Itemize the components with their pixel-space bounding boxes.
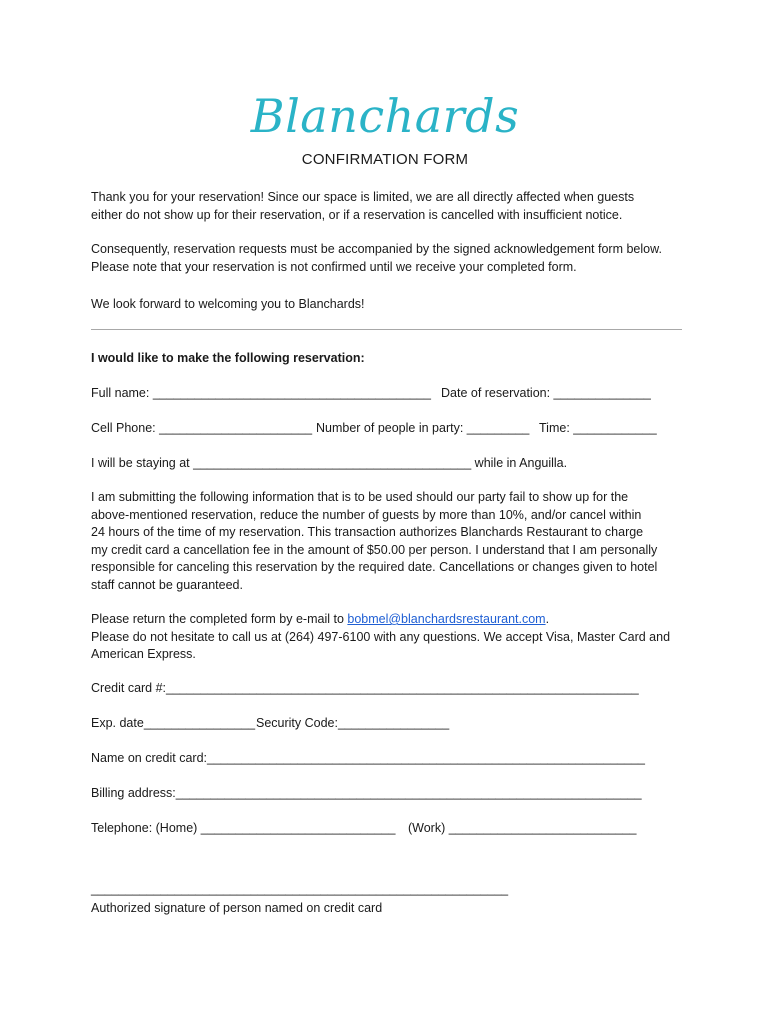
requirement-line: Consequently, reservation requests must be accompanied by the signed acknowledgement form below. [91, 242, 662, 256]
reservation-date-field[interactable]: Date of reservation: ______________ [441, 386, 651, 400]
policy-line: 24 hours of the time of my reservation. This transaction authorizes Blanchards Restaurant to charge [91, 525, 644, 539]
policy-line: my credit card a cancellation fee in the amount of $50.00 per person. I understand that I am personally [91, 542, 658, 557]
expiration-date-field[interactable]: Exp. date________________ [91, 716, 256, 730]
blanchards-logo: Blanchards [250, 89, 520, 143]
section-divider [91, 329, 682, 330]
policy-paragraph [91, 489, 691, 594]
staying-at-field[interactable]: I will be staying at ________________________________________ while in Anguilla. [91, 456, 568, 470]
return-prefix: Please return the completed form by e-mail to [91, 612, 348, 626]
full-name-field[interactable]: Full name: ________________________________________ [91, 386, 431, 400]
billing-address-field[interactable]: Billing address:___________________________________________________________________ [91, 786, 642, 800]
return-line [91, 611, 691, 629]
return-suffix: . [545, 612, 550, 626]
cell-phone-field[interactable]: Cell Phone: ______________________ [91, 421, 313, 435]
contact-paragraph [91, 611, 691, 664]
requirement-paragraph [91, 241, 691, 276]
call-line: Please do not hesitate to call us at (264) 497-6100 with any questions. We accept Visa, Master Card and [91, 629, 671, 644]
call-line: American Express. [91, 647, 196, 661]
policy-line: staff cannot be guaranteed. [91, 577, 243, 592]
telephone-home-field[interactable]: Telephone: (Home) ____________________________ [91, 821, 396, 835]
signature-line[interactable]: ____________________________________________________________ [91, 882, 509, 896]
signature-label: Authorized signature of person named on credit card [91, 901, 383, 915]
welcome-text [91, 296, 691, 314]
credit-card-number-field[interactable]: Credit card #:____________________________________________________________________ [91, 681, 639, 695]
telephone-work-field[interactable]: (Work) ___________________________ [408, 821, 637, 835]
intro-line: Thank you for your reservation! Since our space is limited, we are all directly affected when guests [91, 190, 635, 204]
requirement-line: Please note that your reservation is not confirmed until we receive your completed form. [91, 259, 577, 274]
policy-line: responsible for canceling this reservation by the required date. Cancellations or changes given to hotel [91, 560, 658, 574]
time-field[interactable]: Time: ____________ [539, 421, 657, 435]
security-code-field[interactable]: Security Code:________________ [256, 716, 450, 730]
intro-line: either do not show up for their reservation, or if a reservation is cancelled with insufficient notice. [91, 207, 623, 222]
policy-line: above-mentioned reservation, reduce the number of guests by more than 10%, and/or cancel within [91, 507, 642, 522]
name-on-card-field[interactable]: Name on credit card:_______________________________________________________________ [91, 751, 645, 765]
party-size-field[interactable]: Number of people in party: _________ [316, 421, 530, 435]
email-link[interactable]: bobmel@blanchardsrestaurant.com [347, 612, 546, 626]
form-title: CONFIRMATION FORM [301, 151, 469, 168]
policy-line: I am submitting the following information that is to be used should our party fail to show up for the [91, 490, 629, 504]
welcome-line: We look forward to welcoming you to Blanchards! [91, 297, 365, 311]
reservation-heading: I would like to make the following reservation: [91, 351, 365, 365]
intro-paragraph [91, 189, 691, 224]
